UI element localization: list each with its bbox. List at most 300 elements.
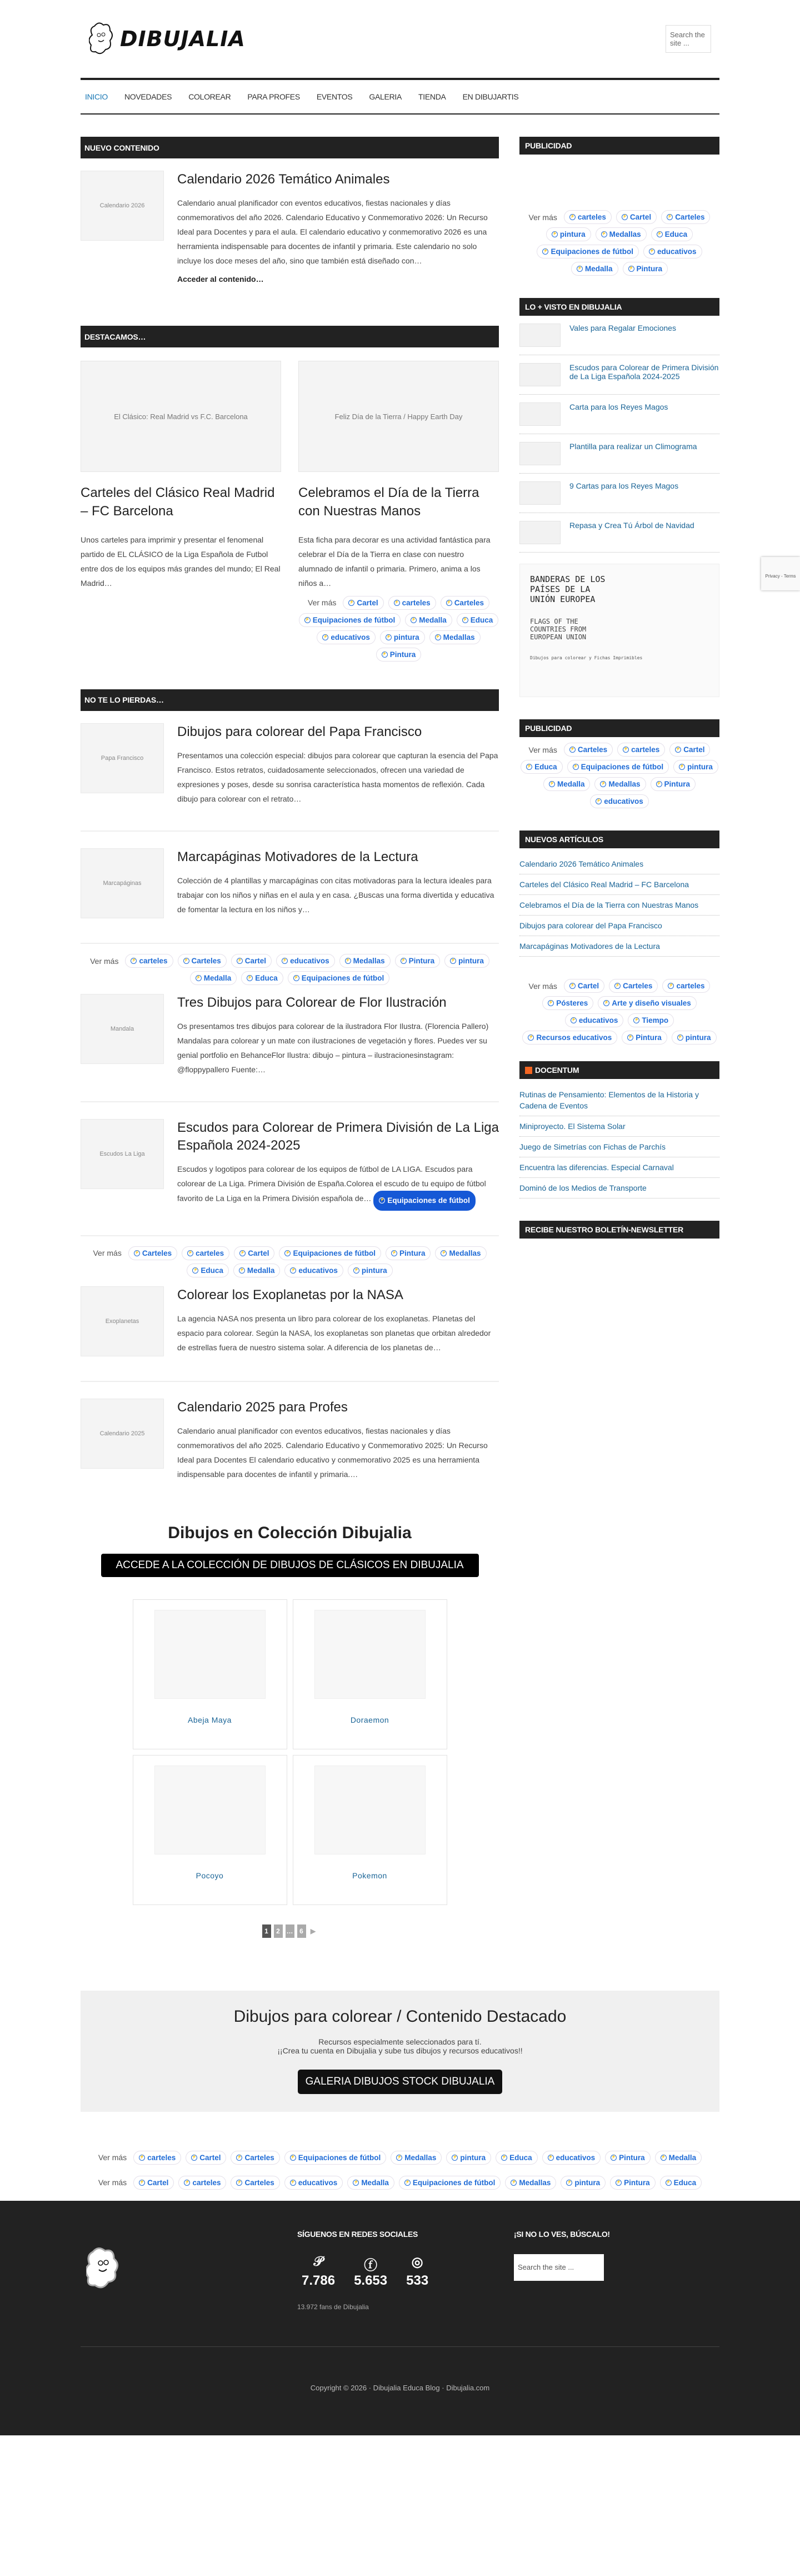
divider bbox=[81, 1101, 499, 1102]
list-item bbox=[519, 916, 719, 936]
collection-card[interactable] bbox=[293, 1599, 447, 1749]
logo-text: DIBUJALIA bbox=[120, 27, 246, 51]
tag-chip[interactable]: ⚡ Medallas bbox=[435, 1246, 486, 1260]
tag-chip[interactable]: ⚡ Carteles bbox=[231, 2176, 279, 2190]
post-excerpt: Presentamos una colección especial: dibujos para colorear que capturan la esencia del Papa Francisco. Estos retratos, cuidadosamente seleccionados, ofrecen una variedad de expresiones y poses, desde su sonrisa característica hasta momentos de reflexión. Cada dibujo para colorear con el retrato… bbox=[177, 751, 498, 804]
item-link[interactable]: 9 Cartas para los Reyes Magos bbox=[569, 481, 679, 490]
search-heading: ¡SI NO LO VES, BÚSCALO! bbox=[514, 2229, 610, 2239]
site-logo[interactable] bbox=[89, 21, 246, 57]
tag-chip[interactable]: ⚡ pintura bbox=[444, 954, 489, 968]
bolt-icon: ⚡ bbox=[293, 975, 299, 981]
post-image[interactable]: Feliz Día de la Tierra / Happy Earth Day bbox=[298, 361, 499, 472]
section-heading: DESTACAMOS… bbox=[81, 326, 499, 347]
pinterest-link[interactable] bbox=[302, 2254, 335, 2289]
tag-chip[interactable]: ⚡ Medallas bbox=[594, 777, 646, 791]
read-more-link[interactable]: Acceder al contenido… bbox=[177, 275, 264, 284]
recaptcha-text: Privacy - Terms bbox=[765, 574, 796, 579]
list-item bbox=[519, 1178, 719, 1199]
post-card bbox=[81, 158, 499, 304]
list-item bbox=[519, 434, 719, 474]
bolt-icon: ⚡ bbox=[601, 231, 607, 237]
bolt-icon: ⚡ bbox=[656, 781, 662, 787]
post-title[interactable]: Marcapáginas Motivadores de la Lectura bbox=[177, 849, 418, 865]
bolt-icon: ⚡ bbox=[322, 634, 328, 640]
tag-chip[interactable]: ⚡ educativos bbox=[542, 2151, 601, 2165]
bolt-icon: ⚡ bbox=[239, 1267, 245, 1274]
banner-caption: Dibujos para colorear y Fichas Imprimibles bbox=[530, 655, 643, 660]
tag-chip[interactable]: ⚡ Medallas bbox=[391, 2151, 442, 2165]
bolt-icon: ⚡ bbox=[679, 764, 685, 770]
article-link[interactable]: Dibujos para colorear del Papa Francisco bbox=[519, 921, 662, 930]
tag-chip[interactable]: ⚡ Medallas bbox=[339, 954, 391, 968]
section-heading: NUEVO CONTENIDO bbox=[81, 137, 499, 158]
divider bbox=[81, 943, 499, 944]
post-thumbnail[interactable]: Mandala bbox=[81, 994, 164, 1064]
cloud-logo-icon bbox=[89, 21, 113, 57]
tag-chip[interactable]: ⚡ Pósteres bbox=[542, 996, 593, 1010]
section-heading: NO TE LO PIERDAS… bbox=[81, 689, 499, 711]
tag-chip[interactable]: ⚡ educativos bbox=[317, 630, 376, 644]
post-title[interactable]: Celebramos el Día de la Tierra con Nuestras Manos bbox=[298, 485, 479, 519]
item-link[interactable]: Carta para los Reyes Magos bbox=[569, 402, 668, 411]
featured-line-1: Recursos especialmente seleccionados para tí. bbox=[318, 2037, 482, 2046]
article-link[interactable]: Carteles del Clásico Real Madrid – FC Barcelona bbox=[519, 880, 689, 889]
tag-chip[interactable]: ⚡ Medalla bbox=[655, 2151, 702, 2165]
item-thumb[interactable] bbox=[519, 363, 561, 386]
tag-chip[interactable]: ⚡ pintura bbox=[672, 1031, 717, 1045]
collection-button[interactable]: ACCEDE A LA COLECCIÓN DE DIBUJOS DE CLÁSICOS EN DIBUJALIA bbox=[101, 1554, 479, 1577]
bolt-icon: ⚡ bbox=[284, 1250, 291, 1256]
tag-chip[interactable]: ⚡ pintura bbox=[348, 1264, 393, 1277]
bolt-icon: ⚡ bbox=[596, 798, 602, 804]
bolt-icon: ⚡ bbox=[353, 2180, 359, 2186]
nav-en-dibujartis[interactable]: EN DIBUJARTIS bbox=[462, 92, 519, 101]
card-label[interactable]: Abeja Maya bbox=[188, 1715, 232, 1724]
bolt-icon: ⚡ bbox=[386, 634, 392, 640]
bolt-icon: ⚡ bbox=[196, 975, 202, 981]
tag-cloud bbox=[298, 590, 499, 667]
ver-mas-label: Ver más bbox=[98, 2178, 127, 2187]
post-excerpt: La agencia NASA nos presenta un libro para colorear de los exoplanetas. Planetas del espacio para colorear. Según la NASA, los exoplanetas son planetas que orbitan alrededor de estrellas fuera de nuestro sistema solar. A diferencia de los planetas de… bbox=[177, 1314, 491, 1352]
tag-chip[interactable]: ⚡ Medalla bbox=[571, 262, 618, 276]
tag-chip[interactable]: ⚡ carteles bbox=[662, 979, 710, 993]
bolt-icon: ⚡ bbox=[192, 1267, 198, 1274]
post-excerpt: Esta ficha para decorar es una actividad fantástica para celebrar el Día de la Tierra en clase con nuestro alumnado de infantil o primaria. Primero, anima a los niños a… bbox=[298, 535, 491, 588]
divider bbox=[81, 1235, 499, 1236]
feed-link[interactable]: Encuentra las diferencias. Especial Carnaval bbox=[519, 1163, 674, 1172]
bolt-icon: ⚡ bbox=[184, 2180, 190, 2186]
tag-chip[interactable]: ⚡ Tiempo bbox=[628, 1013, 674, 1027]
bolt-icon: ⚡ bbox=[450, 958, 456, 964]
post-excerpt: Unos carteles para imprimir y presentar el fenomenal partido de EL CLÁSICO de la Liga Española de Futbol entre dos de los equipos más grandes del mundo; El Real Madrid… bbox=[81, 535, 281, 588]
bolt-icon: ⚡ bbox=[603, 1000, 609, 1006]
tag-equipaciones-futbol[interactable]: ⚡ Equipaciones de fútbol bbox=[373, 1191, 476, 1211]
tag-chip[interactable]: ⚡ Equipaciones de fútbol bbox=[299, 613, 401, 627]
tag-cloud bbox=[81, 948, 499, 991]
bolt-icon: ⚡ bbox=[675, 747, 681, 753]
tag-chip[interactable]: ⚡ pintura bbox=[446, 2151, 491, 2165]
facebook-link[interactable] bbox=[354, 2254, 387, 2289]
bolt-icon: ⚡ bbox=[600, 781, 606, 787]
pinterest-icon: 𝒫 bbox=[313, 2254, 323, 2269]
banner-title: BANDERAS DE LOS PAÍSES DE LA UNIÓN EUROPEA bbox=[530, 574, 606, 604]
post-thumbnail[interactable]: Calendario 2025 bbox=[81, 1399, 164, 1469]
bolt-icon: ⚡ bbox=[566, 2180, 572, 2186]
feed-link[interactable]: Juego de Simetrías con Fichas de Parchís bbox=[519, 1142, 666, 1151]
bolt-icon: ⚡ bbox=[657, 231, 663, 237]
card-image bbox=[154, 1766, 266, 1854]
item-thumb[interactable] bbox=[519, 324, 561, 347]
nav-colorear[interactable]: COLOREAR bbox=[188, 92, 231, 101]
tag-chip[interactable]: ⚡ Educa bbox=[241, 971, 283, 985]
mas-visto-heading: LO + VISTO EN DIBUJALIA bbox=[519, 298, 719, 316]
card-image bbox=[154, 1610, 266, 1699]
tag-chip[interactable]: ⚡ Educa bbox=[521, 760, 563, 774]
post-title[interactable]: Carteles del Clásico Real Madrid – FC Barcelona bbox=[81, 485, 275, 519]
bolt-icon: ⚡ bbox=[548, 2155, 554, 2161]
tag-chip[interactable]: ⚡ Carteles bbox=[178, 954, 227, 968]
social-heading: SÍGUENOS EN REDES SOCIALES bbox=[297, 2229, 418, 2239]
tag-chip[interactable]: ⚡ Equipaciones de fútbol bbox=[279, 1246, 381, 1260]
item-link[interactable]: Escudos para Colorear de Primera División de La Liga Española 2024-2025 bbox=[569, 363, 719, 381]
bolt-icon: ⚡ bbox=[404, 2180, 411, 2186]
nav-inicio[interactable]: INICIO bbox=[85, 92, 108, 101]
tag-chip[interactable]: ⚡ Medalla bbox=[233, 1264, 281, 1277]
bolt-icon: ⚡ bbox=[401, 958, 407, 964]
bolt-icon: ⚡ bbox=[649, 248, 655, 255]
tag-chip[interactable]: ⚡ pintura bbox=[380, 630, 425, 644]
item-thumb[interactable] bbox=[519, 481, 561, 505]
tag-chip[interactable]: ⚡ pintura bbox=[561, 2176, 606, 2190]
collection-card[interactable] bbox=[133, 1755, 287, 1905]
tag-chip[interactable]: ⚡ carteles bbox=[178, 2176, 226, 2190]
article-link[interactable]: Celebramos el Día de la Tierra con Nuestras Manos bbox=[519, 901, 699, 909]
list-item bbox=[519, 355, 719, 395]
newsletter-heading: RECIBE NUESTRO BOLETÍN-NEWSLETTER bbox=[519, 1221, 719, 1239]
item-link[interactable]: Vales para Regalar Emociones bbox=[569, 324, 676, 332]
bolt-icon: ⚡ bbox=[571, 1017, 577, 1023]
post-image[interactable]: El Clásico: Real Madrid vs F.C. Barcelona bbox=[81, 361, 281, 472]
post-card bbox=[81, 991, 499, 1097]
tag-chip[interactable]: ⚡ Medallas bbox=[596, 227, 647, 241]
featured-content-box bbox=[81, 1991, 719, 2112]
tag-chip[interactable]: ⚡ carteles bbox=[617, 743, 665, 757]
bolt-icon: ⚡ bbox=[134, 1250, 140, 1256]
tag-chip[interactable]: ⚡ Medallas bbox=[505, 2176, 556, 2190]
card-label[interactable]: Doraemon bbox=[350, 1715, 389, 1724]
post-title[interactable]: Dibujos para colorear del Papa Francisco bbox=[177, 724, 422, 739]
new-articles-list bbox=[519, 854, 719, 957]
tag-chip[interactable]: ⚡ Equipaciones de fútbol bbox=[288, 971, 390, 985]
bolt-icon: ⚡ bbox=[452, 2155, 458, 2161]
most-viewed-list bbox=[519, 316, 719, 553]
post-card bbox=[81, 836, 499, 938]
bolt-icon: ⚡ bbox=[290, 1267, 296, 1274]
tag-chip[interactable]: ⚡ Equipaciones de fútbol bbox=[399, 2176, 501, 2190]
tag-chip[interactable]: ⚡ Equipaciones de fútbol bbox=[567, 760, 669, 774]
featured-post bbox=[298, 361, 499, 667]
tag-chip[interactable]: ⚡ educativos bbox=[276, 954, 335, 968]
feed-link[interactable]: Rutinas de Pensamiento: Elementos de la Historia y Cadena de Eventos bbox=[519, 1090, 699, 1110]
tag-chip[interactable]: ⚡ Cartel bbox=[343, 596, 383, 610]
instagram-count: 533 bbox=[406, 2272, 429, 2288]
card-image bbox=[314, 1766, 426, 1854]
feed-link[interactable]: Miniproyecto. El Sistema Solar bbox=[519, 1122, 626, 1131]
article-link[interactable]: Calendario 2026 Temático Animales bbox=[519, 859, 644, 868]
divider bbox=[81, 831, 499, 832]
publicidad-heading: PUBLICIDAD bbox=[519, 137, 719, 155]
tag-chip[interactable]: ⚡ Recursos educativos bbox=[522, 1031, 617, 1045]
tag-chip[interactable]: ⚡ Pintura bbox=[651, 777, 696, 791]
bolt-icon: ⚡ bbox=[290, 2155, 296, 2161]
post-card bbox=[81, 1386, 499, 1501]
post-excerpt: Calendario anual planificador con eventos educativos, fiestas nacionales y días conmemorativos del año 2025. Calendario Educativo y Conmemorativo 2025: Un Recurso Ideal para Docentes El calendario educativo y conmemorativo 2025 es una herramienta indispensable para docentes de infantil y primaria.… bbox=[177, 1426, 488, 1479]
ver-mas-label: Ver más bbox=[98, 2153, 127, 2162]
tag-chip[interactable]: ⚡ pintura bbox=[673, 760, 718, 774]
destacamos-section bbox=[81, 326, 499, 667]
item-thumb[interactable] bbox=[519, 402, 561, 426]
page-6[interactable]: 6 bbox=[297, 1924, 306, 1938]
tag-chip[interactable]: ⚡ Pintura bbox=[610, 2176, 656, 2190]
eu-flags-banner[interactable] bbox=[519, 564, 719, 697]
tag-cloud bbox=[519, 737, 719, 814]
tag-chip[interactable]: ⚡ carteles bbox=[564, 210, 612, 224]
tag-chip[interactable]: ⚡ Pintura bbox=[386, 1246, 431, 1260]
tag-chip[interactable]: ⚡ Educa bbox=[187, 1264, 229, 1277]
tag-chip[interactable]: ⚡ Educa bbox=[660, 2176, 702, 2190]
bolt-icon: ⚡ bbox=[627, 1035, 633, 1041]
footer-divider bbox=[81, 2346, 719, 2347]
bolt-icon: ⚡ bbox=[304, 617, 311, 623]
bolt-icon: ⚡ bbox=[616, 2180, 622, 2186]
featured-title: Dibujos para colorear / Contenido Destacado bbox=[233, 2007, 567, 2026]
no-te-lo-pierdas-section bbox=[81, 689, 499, 1501]
tag-chip[interactable]: ⚡ carteles bbox=[133, 2151, 181, 2165]
tag-chip[interactable]: ⚡ Pintura bbox=[622, 1031, 667, 1045]
post-card bbox=[81, 1283, 499, 1376]
tag-chip[interactable]: ⚡ educativos bbox=[284, 2176, 343, 2190]
bolt-icon: ⚡ bbox=[379, 1197, 385, 1204]
list-item bbox=[519, 1116, 719, 1137]
tag-chip[interactable]: ⚡ Medalla bbox=[405, 613, 452, 627]
post-thumbnail[interactable]: Exoplanetas bbox=[81, 1286, 164, 1356]
list-item bbox=[519, 1085, 719, 1116]
tag-chip[interactable]: ⚡ Educa bbox=[651, 227, 693, 241]
bolt-icon: ⚡ bbox=[382, 652, 388, 658]
footer-search-input[interactable]: Search the site ... bbox=[514, 2254, 604, 2281]
post-thumbnail[interactable]: Marcapáginas bbox=[81, 848, 164, 918]
tag-chip[interactable]: ⚡ Educa bbox=[496, 2151, 538, 2165]
tag-chip[interactable]: ⚡ Cartel bbox=[669, 743, 710, 757]
tag-chip[interactable]: ⚡ Medallas bbox=[429, 630, 481, 644]
list-item bbox=[519, 936, 719, 957]
page-2[interactable]: 2 bbox=[274, 1924, 283, 1938]
card-label[interactable]: Pocoyo bbox=[196, 1871, 224, 1880]
tag-chip[interactable]: ⚡ Medalla bbox=[190, 971, 237, 985]
tag-chip[interactable]: ⚡ educativos bbox=[284, 1264, 343, 1277]
tag-cloud bbox=[519, 973, 719, 1050]
list-item bbox=[519, 474, 719, 513]
bolt-icon: ⚡ bbox=[611, 2155, 617, 2161]
ver-mas-label: Ver más bbox=[528, 981, 557, 991]
post-title[interactable]: Escudos para Colorear de Primera División de La Liga Española 2024-2025 bbox=[177, 1120, 499, 1153]
bolt-icon: ⚡ bbox=[614, 983, 621, 989]
main-content bbox=[81, 137, 499, 1957]
ver-mas-label: Ver más bbox=[93, 1249, 122, 1258]
collection-card[interactable] bbox=[133, 1599, 287, 1749]
next-page-icon[interactable]: ▶ bbox=[310, 1927, 316, 1935]
pagination bbox=[81, 1924, 499, 1938]
tag-chip[interactable]: ⚡ Carteles bbox=[441, 596, 489, 610]
featured-line-2: ¡¡Crea tu cuenta en Dibujalia y sube tus dibujos y recursos educativos!! bbox=[277, 2046, 523, 2055]
tag-chip[interactable]: ⚡ Pintura bbox=[376, 648, 422, 662]
ver-mas-label: Ver más bbox=[528, 212, 557, 222]
tag-chip[interactable]: ⚡ Carteles bbox=[661, 210, 710, 224]
tag-chip[interactable]: ⚡ Equipaciones de fútbol bbox=[537, 245, 639, 258]
bolt-icon: ⚡ bbox=[668, 983, 674, 989]
bolt-icon: ⚡ bbox=[552, 231, 558, 237]
tag-cloud bbox=[81, 2145, 719, 2170]
instagram-link[interactable] bbox=[406, 2254, 428, 2289]
list-item bbox=[519, 1157, 719, 1178]
tag-chip[interactable]: ⚡ Pintura bbox=[623, 262, 668, 276]
rss-icon bbox=[525, 1067, 532, 1074]
recaptcha-badge[interactable] bbox=[761, 557, 800, 590]
article-link[interactable]: Marcapáginas Motivadores de la Lectura bbox=[519, 942, 660, 951]
tag-chip[interactable]: ⚡ Carteles bbox=[609, 979, 658, 993]
header-search-input[interactable]: Search the site ... bbox=[666, 25, 711, 53]
nav-para-profes[interactable]: PARA PROFES bbox=[247, 92, 300, 101]
bolt-icon: ⚡ bbox=[435, 634, 441, 640]
tag-chip[interactable]: ⚡ Medalla bbox=[543, 777, 591, 791]
item-link[interactable]: Plantilla para realizar un Climograma bbox=[569, 442, 697, 451]
ad-slot bbox=[519, 155, 719, 205]
nav-tienda[interactable]: TIENDA bbox=[418, 92, 446, 101]
post-thumbnail[interactable]: Papa Francisco bbox=[81, 723, 164, 793]
nav-novedades[interactable]: NOVEDADES bbox=[124, 92, 172, 101]
bolt-icon: ⚡ bbox=[290, 2180, 296, 2186]
bolt-icon: ⚡ bbox=[511, 2180, 517, 2186]
bolt-icon: ⚡ bbox=[633, 1017, 639, 1023]
post-title[interactable]: Colorear los Exoplanetas por la NASA bbox=[177, 1287, 403, 1302]
tag-chip[interactable]: ⚡ Carteles bbox=[128, 1246, 177, 1260]
facebook-count: 5.653 bbox=[354, 2272, 388, 2288]
tag-chip[interactable]: ⚡ Cartel bbox=[234, 1246, 274, 1260]
page-1[interactable]: 1 bbox=[262, 1924, 271, 1938]
ver-mas-label: Ver más bbox=[528, 745, 557, 754]
post-excerpt: Escudos y logotipos para colorear de los equipos de fútbol de LA LIGA. Escudos para colorear de La Liga. Primera División de España.Colorea el escudo de tu equipo de fútbol favorito de La Liga en la Primera División española de… ⚡ Equipaciones de fútbol bbox=[177, 1162, 499, 1211]
bolt-icon: ⚡ bbox=[353, 1267, 359, 1274]
feed-link[interactable]: Dominó de los Medios de Transporte bbox=[519, 1183, 647, 1192]
bolt-icon: ⚡ bbox=[548, 1000, 554, 1006]
tag-chip[interactable]: ⚡ Arte y diseño visuales bbox=[598, 996, 697, 1010]
tag-chip[interactable]: ⚡ educativos bbox=[643, 245, 702, 258]
post-title[interactable]: Calendario 2026 Temático Animales bbox=[177, 172, 390, 187]
page-ellipsis: … bbox=[286, 1924, 294, 1938]
post-thumbnail[interactable]: Escudos La Liga bbox=[81, 1119, 164, 1189]
tag-chip[interactable]: ⚡ Carteles bbox=[564, 743, 613, 757]
bolt-icon: ⚡ bbox=[569, 983, 576, 989]
tag-chip[interactable]: ⚡ Pintura bbox=[395, 954, 441, 968]
tag-chip[interactable]: ⚡ pintura bbox=[546, 227, 591, 241]
bolt-icon: ⚡ bbox=[622, 214, 628, 220]
publicidad-heading: PUBLICIDAD bbox=[519, 719, 719, 737]
bolt-icon: ⚡ bbox=[345, 958, 351, 964]
bolt-icon: ⚡ bbox=[394, 600, 400, 606]
list-item bbox=[519, 316, 719, 355]
tag-chip[interactable]: ⚡ carteles bbox=[388, 596, 436, 610]
site-header bbox=[81, 0, 719, 78]
post-title[interactable]: Tres Dibujos para Colorear de Flor Ilustración bbox=[177, 995, 447, 1011]
nav-galeria[interactable]: GALERIA bbox=[369, 92, 402, 101]
fans-count: 13.972 fans de Dibujalia bbox=[297, 2303, 369, 2311]
tag-chip[interactable]: ⚡ Carteles bbox=[231, 2151, 279, 2165]
cloud-mascot-icon bbox=[86, 2246, 119, 2290]
bolt-icon: ⚡ bbox=[573, 764, 579, 770]
tag-chip[interactable]: ⚡ carteles bbox=[182, 1246, 229, 1260]
gallery-stock-button[interactable]: GALERIA DIBUJOS STOCK DIBUJALIA bbox=[298, 2070, 503, 2094]
bolt-icon: ⚡ bbox=[549, 781, 555, 787]
card-image bbox=[314, 1610, 426, 1699]
bolt-icon: ⚡ bbox=[391, 1250, 397, 1256]
nav-eventos[interactable]: EVENTOS bbox=[316, 92, 353, 101]
main-nav bbox=[81, 78, 719, 115]
ver-mas-label: Ver más bbox=[308, 598, 337, 608]
list-item bbox=[519, 854, 719, 874]
tag-chip[interactable]: ⚡ educativos bbox=[565, 1013, 624, 1027]
tag-chip[interactable]: ⚡ Pintura bbox=[605, 2151, 651, 2165]
tag-chip[interactable]: ⚡ Cartel bbox=[133, 2176, 174, 2190]
bolt-icon: ⚡ bbox=[667, 214, 673, 220]
tag-cloud bbox=[519, 205, 719, 281]
coleccion-section bbox=[81, 1524, 499, 1938]
card-label[interactable]: Pokemon bbox=[352, 1871, 387, 1880]
tag-chip[interactable]: ⚡ educativos bbox=[590, 794, 649, 808]
bolt-icon: ⚡ bbox=[282, 958, 288, 964]
tag-chip[interactable]: ⚡ Cartel bbox=[186, 2151, 226, 2165]
post-thumbnail[interactable]: Calendario 2026 bbox=[81, 171, 164, 241]
tag-chip[interactable]: ⚡ Cartel bbox=[616, 210, 657, 224]
post-title[interactable]: Calendario 2025 para Profes bbox=[177, 1399, 348, 1415]
tag-chip[interactable]: ⚡ Cartel bbox=[231, 954, 272, 968]
bolt-icon: ⚡ bbox=[501, 2155, 507, 2161]
post-excerpt: Calendario anual planificador con eventos educativos, fiestas nacionales y días conmemorativos del año 2026. Calendario Educativo y Conmemorativo 2026: Un Recurso Ideal para Docentes y para el aula. El calendario educativo y conmemorativo 2026 es una herramienta indispensable para docentes de infantil y primaria. Este calendario no solo incluye los doce meses del año, sino que también está diseñado con… bbox=[177, 198, 488, 266]
collection-card[interactable] bbox=[293, 1755, 447, 1905]
post-excerpt: Colección de 4 plantillas y marcapáginas con citas motivadoras para la lectura ideales para trabajar con los niños y niñas en el aula y en casa. ¿Buscas una forma divertida y educativa de fomentar la lectura en los niños y… bbox=[177, 876, 494, 914]
bolt-icon: ⚡ bbox=[139, 2180, 145, 2186]
bolt-icon: ⚡ bbox=[247, 975, 253, 981]
tag-chip[interactable]: ⚡ carteles bbox=[125, 954, 173, 968]
bolt-icon: ⚡ bbox=[526, 764, 532, 770]
list-item bbox=[519, 513, 719, 553]
tag-chip[interactable]: ⚡ Medalla bbox=[347, 2176, 394, 2190]
bolt-icon: ⚡ bbox=[183, 958, 189, 964]
nuevos-articulos-heading: NUEVOS ARTÍCULOS bbox=[519, 831, 719, 848]
tag-chip[interactable]: ⚡ Cartel bbox=[564, 979, 604, 993]
bolt-icon: ⚡ bbox=[239, 1250, 246, 1256]
instagram-icon: ◎ bbox=[411, 2254, 423, 2270]
tag-chip[interactable]: ⚡ Educa bbox=[457, 613, 499, 627]
item-thumb[interactable] bbox=[519, 442, 561, 465]
collection-title: Dibujos en Colección Dibujalia bbox=[168, 1523, 412, 1542]
item-thumb[interactable] bbox=[519, 521, 561, 544]
banner-subtitle: FLAGS OF THE COUNTRIES FROM EUROPEAN UNION bbox=[530, 618, 587, 641]
list-item bbox=[519, 395, 719, 434]
item-link[interactable]: Repasa y Crea Tú Árbol de Navidad bbox=[569, 521, 694, 530]
bolt-icon: ⚡ bbox=[569, 214, 576, 220]
tag-chip[interactable]: ⚡ Equipaciones de fútbol bbox=[284, 2151, 387, 2165]
bolt-icon: ⚡ bbox=[131, 958, 137, 964]
